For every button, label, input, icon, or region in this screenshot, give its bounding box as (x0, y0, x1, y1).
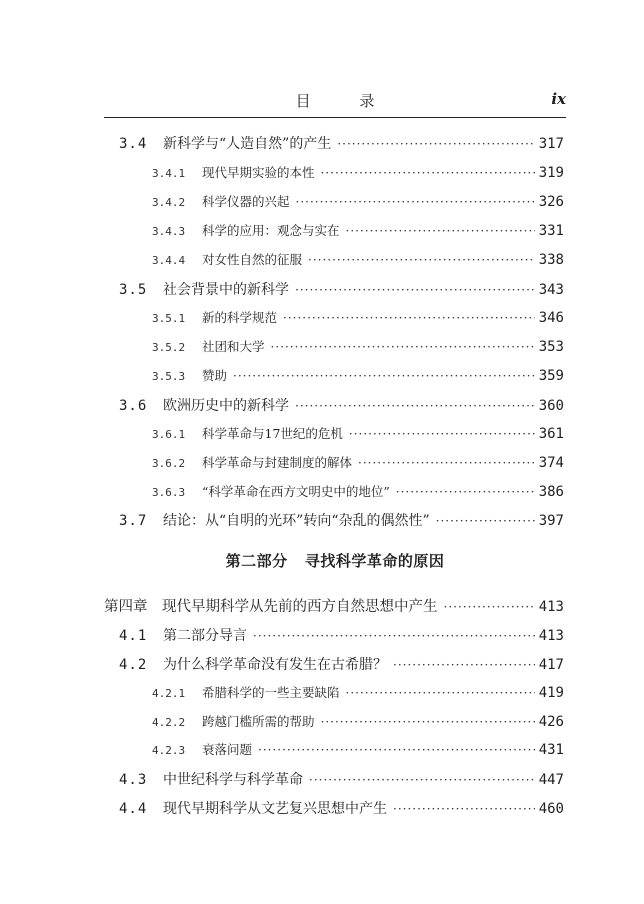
running-header (104, 90, 566, 114)
section-number: 4.2 (119, 657, 148, 673)
dot-leader (309, 773, 535, 787)
dot-leader (233, 369, 535, 383)
toc-entry-4-3[interactable] (119, 769, 564, 791)
section-title: 第二部分导言 (163, 628, 247, 644)
section-number: 3.6.2 (152, 457, 186, 470)
section-number: 4.4 (119, 801, 148, 817)
dot-leader (295, 283, 535, 297)
section-title: 对女性自然的征服 (202, 252, 303, 267)
section-title: 社团和大学 (202, 339, 265, 354)
section-number: 3.6.1 (152, 428, 186, 441)
section-title: 为什么科学革命没有发生在古希腊？ (163, 657, 387, 673)
header-page-number: ix (551, 90, 566, 108)
section-number: 3.5 (119, 282, 148, 298)
page-number: 319 (538, 165, 564, 181)
page-number: 331 (538, 223, 564, 239)
toc-entry-4-2[interactable] (119, 654, 564, 676)
page-number: 374 (538, 455, 564, 471)
section-number: 3.4 (119, 136, 148, 152)
section-number: 3.4.1 (152, 167, 186, 180)
dot-leader (349, 427, 535, 441)
dot-leader (295, 399, 535, 413)
section-title: 社会背景中的新科学 (163, 282, 289, 298)
section-title: 结论：从“自明的光环”转向“杂乱的偶然性” (163, 513, 430, 529)
toc-entry-4-2-2[interactable] (152, 712, 564, 734)
dot-leader (396, 485, 535, 499)
dot-leader (393, 658, 535, 672)
page-number: 338 (538, 252, 564, 268)
dot-leader (436, 514, 535, 528)
toc-entry-4-2-1[interactable] (152, 683, 564, 705)
dot-leader (271, 340, 535, 354)
section-number: 3.5.2 (152, 341, 186, 354)
chapter-title: 现代早期科学从先前的西方自然思想中产生 (162, 599, 438, 615)
dot-leader (337, 137, 534, 151)
page-number: 447 (538, 772, 564, 788)
toc-entry-3-5-3[interactable] (152, 366, 564, 388)
dot-leader (283, 311, 535, 325)
section-number: 3.4.4 (152, 254, 186, 267)
part-heading: 第二部分 寻找科学革命的原因 (225, 552, 445, 570)
page-number: 460 (538, 801, 564, 817)
section-title: 衰落问题 (202, 742, 253, 757)
toc-entry-3-4-2[interactable] (152, 192, 564, 214)
page-number: 359 (538, 368, 564, 384)
header-rule (104, 117, 566, 118)
section-title: 科学的应用：观念与实在 (202, 223, 340, 238)
section-title: 现代早期科学从文艺复兴思想中产生 (163, 801, 387, 817)
dot-leader (321, 715, 535, 729)
page-number: 397 (538, 513, 564, 529)
section-title: 科学革命与17世纪的危机 (202, 426, 343, 441)
toc-entry-3-7[interactable] (119, 510, 564, 532)
page-number: 426 (538, 714, 564, 730)
dot-leader (346, 224, 535, 238)
section-title: 新科学与“人造自然”的产生 (163, 136, 332, 152)
toc-entry-3-4-4[interactable] (152, 250, 564, 272)
toc-entry-3-6-2[interactable] (152, 453, 564, 475)
dot-leader (393, 802, 535, 816)
section-title: 希腊科学的一些主要缺陷 (202, 685, 340, 700)
toc-entry-3-6[interactable] (119, 395, 564, 417)
page-number: 353 (538, 339, 564, 355)
section-number: 3.4.3 (152, 225, 186, 238)
section-number: 3.4.2 (152, 196, 186, 209)
section-title: 科学仪器的兴起 (202, 194, 290, 209)
page-number: 361 (538, 426, 564, 442)
page-number: 326 (538, 194, 564, 210)
page-number: 343 (538, 282, 564, 298)
section-title: 中世纪科学与科学革命 (163, 772, 303, 788)
dot-leader (296, 195, 535, 209)
section-number: 4.1 (119, 628, 148, 644)
dot-leader (253, 629, 535, 643)
page-number: 346 (538, 310, 564, 326)
section-title: 赞助 (202, 368, 228, 383)
toc-entry-3-6-1[interactable] (152, 424, 564, 446)
page-number: 360 (538, 398, 564, 414)
toc-entry-3-5-1[interactable] (152, 308, 564, 330)
toc-entry-3-4[interactable] (119, 133, 564, 155)
header-title: 目 录 (295, 92, 397, 110)
dot-leader (321, 166, 535, 180)
section-title: 新的科学规范 (202, 310, 278, 325)
section-title: 现代早期实验的本性 (202, 165, 315, 180)
section-number: 4.2.2 (152, 716, 186, 729)
section-number: 3.5.1 (152, 312, 186, 325)
section-title: 跨越门槛所需的帮助 (202, 714, 315, 729)
page-number: 413 (538, 628, 564, 644)
toc-entry-3-5[interactable] (119, 279, 564, 301)
toc-entry-3-6-3[interactable] (152, 482, 564, 504)
page-number: 413 (538, 599, 564, 615)
toc-entry-4-1[interactable] (119, 625, 564, 647)
section-number: 3.5.3 (152, 370, 186, 383)
toc-entry-4-2-3[interactable] (152, 740, 564, 762)
page-number: 419 (538, 685, 564, 701)
toc-entry-chapter-4[interactable] (104, 595, 564, 617)
dot-leader (308, 253, 535, 267)
page-number: 386 (538, 484, 564, 500)
section-number: 4.3 (119, 772, 148, 788)
section-number: 3.7 (119, 513, 148, 529)
page-number: 431 (538, 742, 564, 758)
page-number: 317 (538, 136, 564, 152)
dot-leader (258, 743, 535, 757)
section-number: 3.6 (119, 398, 148, 414)
dot-leader (346, 686, 535, 700)
section-number: 4.2.1 (152, 687, 186, 700)
dot-leader (444, 600, 535, 614)
toc-entry-3-5-2[interactable] (152, 337, 564, 359)
toc-entry-3-4-1[interactable] (152, 163, 564, 185)
page-number: 417 (538, 657, 564, 673)
section-number: 4.2.3 (152, 744, 186, 757)
section-title: 欧洲历史中的新科学 (163, 398, 289, 414)
dot-leader (358, 456, 535, 470)
section-title: 科学革命与封建制度的解体 (202, 455, 353, 470)
section-number: 3.6.3 (152, 486, 186, 499)
section-title: “科学革命在西方文明史中的地位” (202, 484, 390, 499)
toc-entry-3-4-3[interactable] (152, 221, 564, 243)
chapter-number: 第四章 (104, 599, 148, 615)
toc-entry-4-4[interactable] (119, 798, 564, 820)
